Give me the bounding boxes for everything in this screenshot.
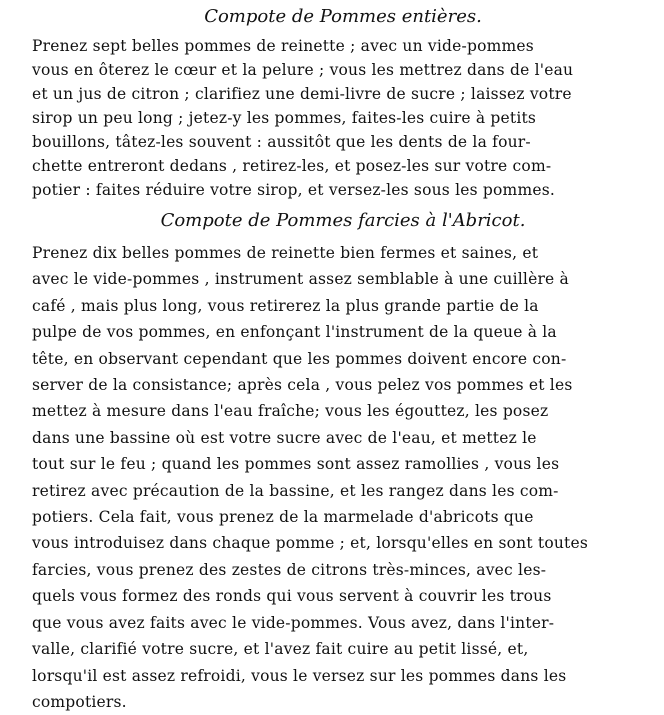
text-line: et un jus de citron ; clarifiez une demi-livre de sucre ; laissez votre: [32, 85, 572, 103]
text-line: potiers. Cela fait, vous prenez de la marmelade d'abricots que: [32, 508, 534, 527]
text-line: mettez à mesure dans l'eau fraîche; vous les égouttez, les posez: [32, 402, 549, 421]
text-line: vous en ôterez le cœur et la pelure ; vous les mettrez dans de l'eau: [32, 61, 574, 79]
text-line: bouillons, tâtez-les souvent : aussitôt que les dents de la four-: [32, 133, 531, 151]
text-line: quels vous formez des ronds qui vous servent à couvrir les trous: [32, 587, 552, 606]
text-line: chette entreront dedans , retirez-les, et posez-les sur votre com-: [32, 157, 552, 175]
text-line: pulpe de vos pommes, en enfonçant l'instrument de la queue à la: [32, 323, 557, 342]
text-line: vous introduisez dans chaque pomme ; et, lorsqu'elles en sont toutes: [32, 534, 589, 553]
text-line: que vous avez faits avec le vide-pommes. Vous avez, dans l'inter-: [32, 613, 555, 632]
text-line: lorsqu'il est assez refroidi, vous le versez sur les pommes dans les: [32, 666, 567, 685]
text-line: compotiers.: [32, 692, 127, 711]
text-line: tête, en observant cependant que les pommes doivent encore con-: [32, 349, 567, 368]
recipe-body-whole-apples: [32, 34, 654, 202]
text-line: potier : faites réduire votre sirop, et versez-les sous les pommes.: [32, 181, 556, 199]
recipe-body-stuffed-apples: [32, 240, 654, 715]
text-line: sirop un peu long ; jetez-y les pommes, faites-les cuire à petits: [32, 109, 537, 127]
text-line: tout sur le feu ; quand les pommes sont assez ramollies , vous les: [32, 455, 560, 474]
text-line: Prenez dix belles pommes de reinette bien fermes et saines, et: [32, 244, 539, 262]
text-line: café , mais plus long, vous retirerez la plus grande partie de la: [32, 296, 539, 315]
text-line: retirez avec précaution de la bassine, et les rangez dans les com-: [32, 481, 559, 500]
text-line: Prenez sept belles pommes de reinette ; avec un vide-pommes: [32, 37, 534, 55]
text-line: dans une bassine où est votre sucre avec de l'eau, et mettez le: [32, 428, 537, 447]
text-line: server de la consistance; après cela , vous pelez vos pommes et les: [32, 376, 573, 395]
text-line: avec le vide-pommes , instrument assez semblable à une cuillère à: [32, 270, 569, 289]
text-line: valle, clarifié votre sucre, et l'avez fait cuire au petit lissé, et,: [32, 640, 529, 659]
text-line: farcies, vous prenez des zestes de citrons très-minces, avec les-: [32, 560, 547, 579]
recipe-title-whole-apples: Compote de Pommes entières.: [204, 6, 482, 27]
recipe-title-stuffed-apples: Compote de Pommes farcies à l'Abricot.: [160, 210, 526, 231]
